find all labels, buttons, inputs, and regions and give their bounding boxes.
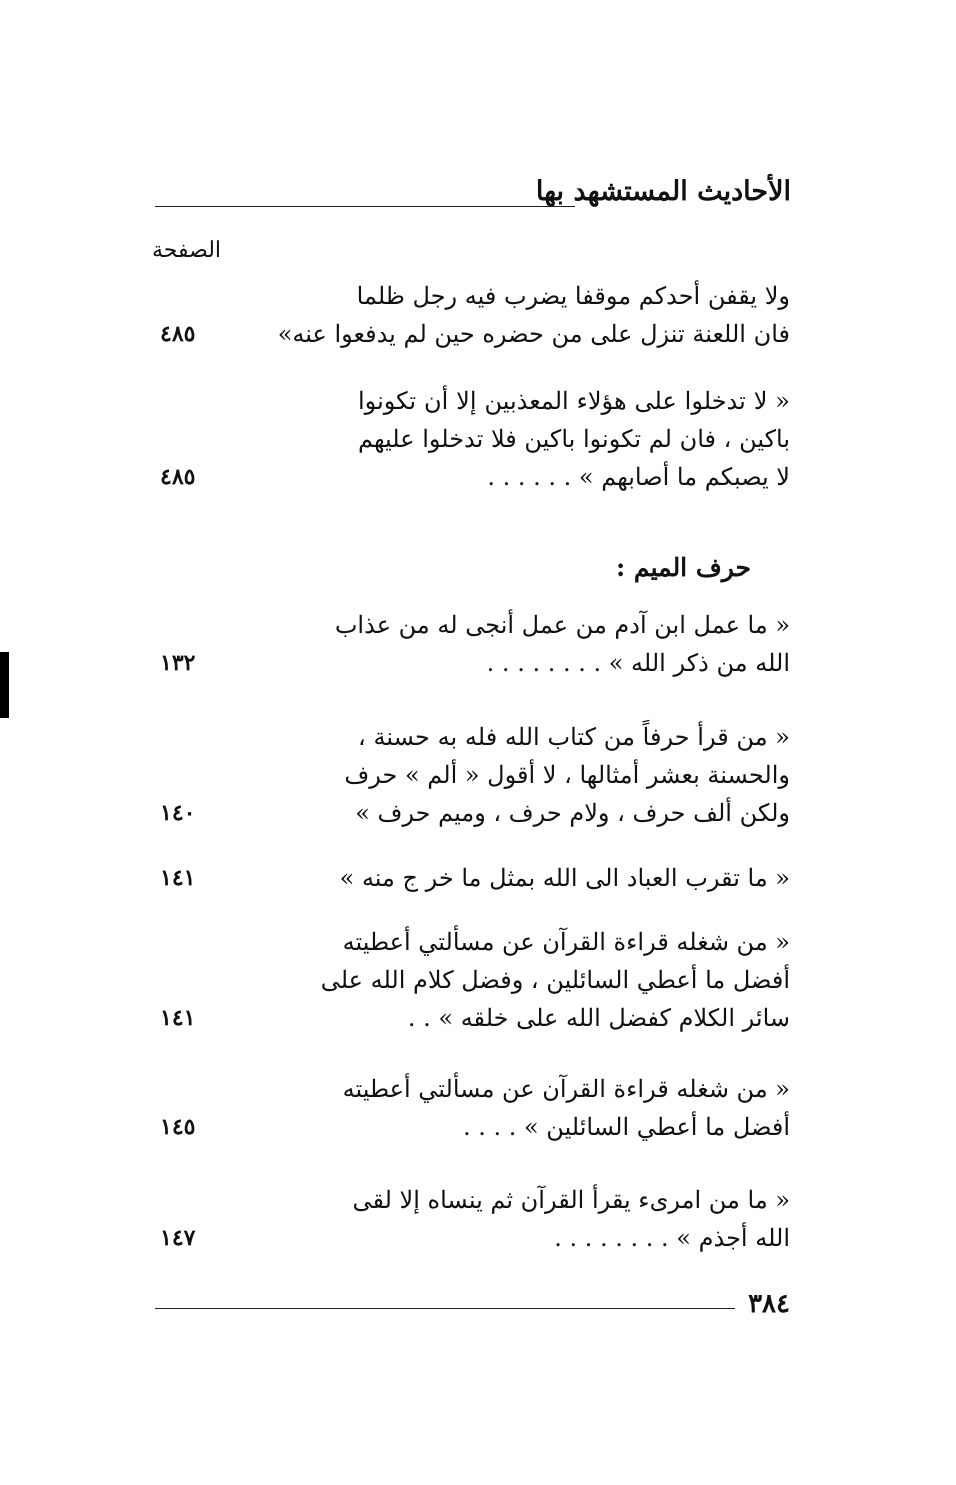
hadith-line: الله من ذكر الله » . . . . . . . . [486,649,790,677]
reference-page-number: ١٤٥ [160,1114,196,1140]
hadith-line: « ما عمل ابن آدم من عمل أنجى له من عذاب [334,611,790,639]
reference-page-number: ١٤٧ [160,1225,196,1251]
reference-page-number: ٤٨٥ [160,321,196,347]
header-rule [155,206,575,207]
page-column-label: الصفحة [152,238,222,263]
hadith-line: سائر الكلام كفضل الله على خلقه » . . [407,1004,790,1032]
reference-page-number: ١٤٠ [160,800,196,826]
section-heading: حرف الميم : [616,553,751,582]
hadith-line: ولا يقفن أحدكم موقفا يضرب فيه رجل ظلما [356,282,790,310]
footer-rule [155,1308,735,1309]
hadith-line: « ما من امرىء يقرأ القرآن ثم ينساه إلا لقى [352,1186,790,1214]
hadith-line: فان اللعنة تنزل على من حضره حين لم يدفعوا عنه» [277,320,790,348]
margin-mark [0,652,9,718]
hadith-line: « من شغله قراءة القرآن عن مسألتي أعطيته [342,928,790,956]
hadith-line: باكين ، فان لم تكونوا باكين فلا تدخلوا عليهم [358,425,790,453]
running-header-title: الأحاديث المستشهد بها [535,176,791,207]
page-number: ٣٨٤ [748,1289,790,1319]
reference-page-number: ٤٨٥ [160,464,196,490]
hadith-line: والحسنة بعشر أمثالها ، لا أقول « ألم » حرف [344,761,790,789]
hadith-line: « من قرأ حرفاً من كتاب الله فله به حسنة ، [358,723,790,751]
hadith-line: أفضل ما أعطي السائلين ، وفضل كلام الله على [320,966,790,994]
hadith-line: « لا تدخلوا على هؤلاء المعذبين إلا أن تكونوا [358,387,790,415]
hadith-line: لا يصبكم ما أصابهم » . . . . . . [487,463,790,491]
reference-page-number: ١٤١ [160,1005,196,1031]
reference-page-number: ١٤١ [160,865,196,891]
hadith-line: « من شغله قراءة القرآن عن مسألتي أعطيته [342,1075,790,1103]
hadith-line: أفضل ما أعطي السائلين » . . . . [462,1113,790,1141]
hadith-line: الله أجذم » . . . . . . . . [554,1224,790,1252]
reference-page-number: ١٣٢ [160,650,196,676]
hadith-line: ولكن ألف حرف ، ولام حرف ، وميم حرف » [355,799,790,827]
hadith-line: « ما تقرب العباد الى الله بمثل ما خر ج منه » [339,864,790,892]
